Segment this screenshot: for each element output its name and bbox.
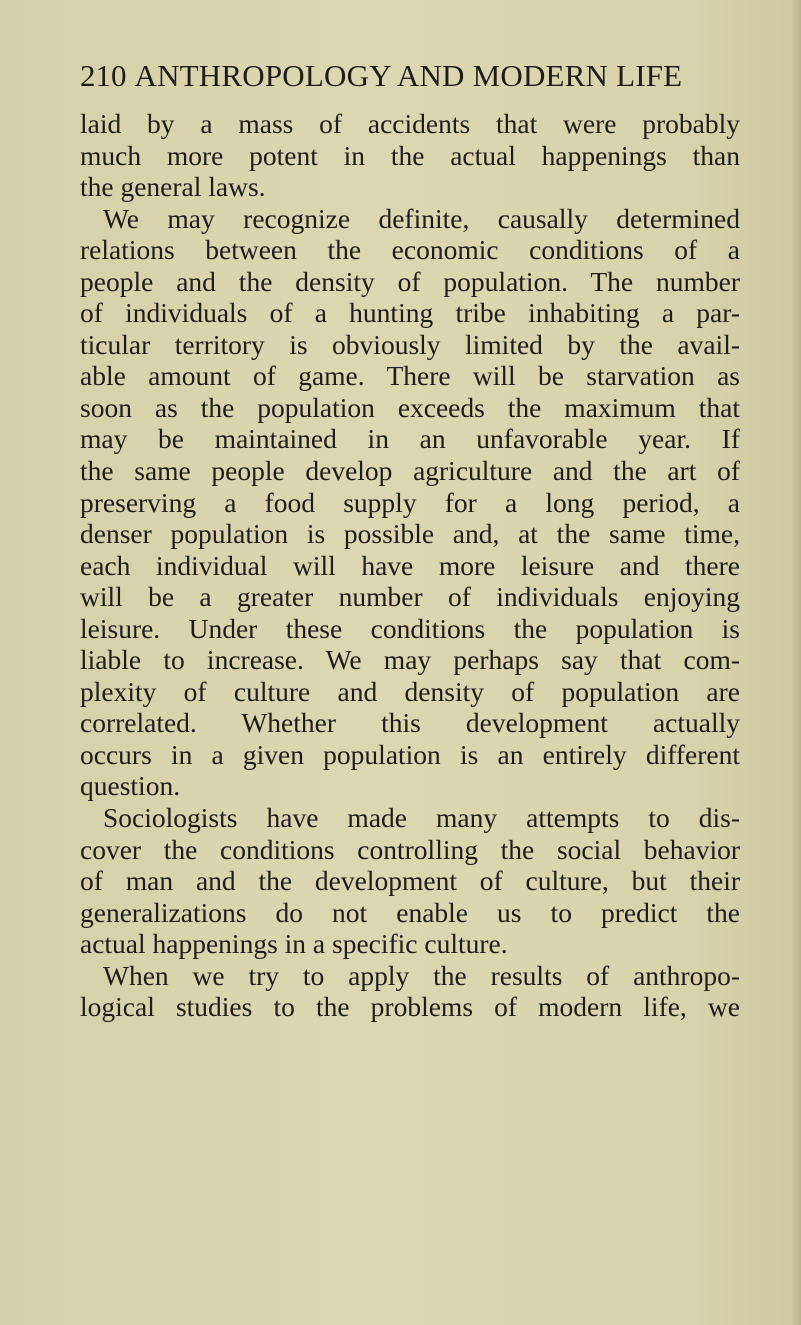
paragraph-first-line: We may recognize definite, causally determined (103, 202, 740, 234)
text-line: cover the conditions controlling the social behavior (80, 833, 740, 865)
text-line: ticular territory is obviously limited by the avail- (80, 328, 740, 360)
text-line: occurs in a given population is an entirely different (80, 738, 740, 770)
text-line: relations between the economic conditions of a (80, 234, 740, 266)
text-line: much more potent in the actual happenings than (80, 139, 740, 171)
paragraph-first-line: When we try to apply the results of anthropo- (103, 959, 740, 991)
running-head: ANTHROPOLOGY AND MODERN LIFE (134, 58, 683, 93)
text-line: denser population is possible and, at the same time, (80, 518, 740, 550)
page-number: 210 (80, 58, 127, 93)
text-line: generalizations do not enable us to predict the (80, 896, 740, 928)
text-line: plexity of culture and density of population are (80, 675, 740, 707)
text-line: soon as the population exceeds the maximum that (80, 391, 740, 423)
text-line: may be maintained in an unfavorable year. If (80, 423, 740, 455)
text-line: correlated. Whether this development actually (80, 707, 740, 739)
body-text (80, 108, 740, 1023)
page-edge-shadow (791, 0, 801, 1325)
paragraph-first-line: Sociologists have made many attempts to dis- (103, 802, 740, 834)
text-line: actual happenings in a specific culture. (80, 928, 508, 960)
text-line: of man and the development of culture, but their (80, 865, 740, 897)
text-line: liable to increase. We may perhaps say that com- (80, 644, 740, 676)
text-line: the same people develop agriculture and the art of (80, 455, 740, 487)
text-line: the general laws. (80, 171, 266, 203)
text-line: laid by a mass of accidents that were probably (80, 108, 740, 139)
text-line: leisure. Under these conditions the population is (80, 612, 740, 644)
text-line: logical studies to the problems of modern life, we (80, 991, 740, 1023)
text-line: able amount of game. There will be starvation as (80, 360, 740, 392)
text-line: preserving a food supply for a long period, a (80, 486, 740, 518)
text-line: people and the density of population. The number (80, 265, 740, 297)
text-line: of individuals of a hunting tribe inhabiting a par- (80, 297, 740, 329)
page-header (80, 58, 740, 98)
text-line: question. (80, 770, 181, 802)
text-line: each individual will have more leisure and there (80, 549, 740, 581)
text-line: will be a greater number of individuals enjoying (80, 581, 740, 613)
